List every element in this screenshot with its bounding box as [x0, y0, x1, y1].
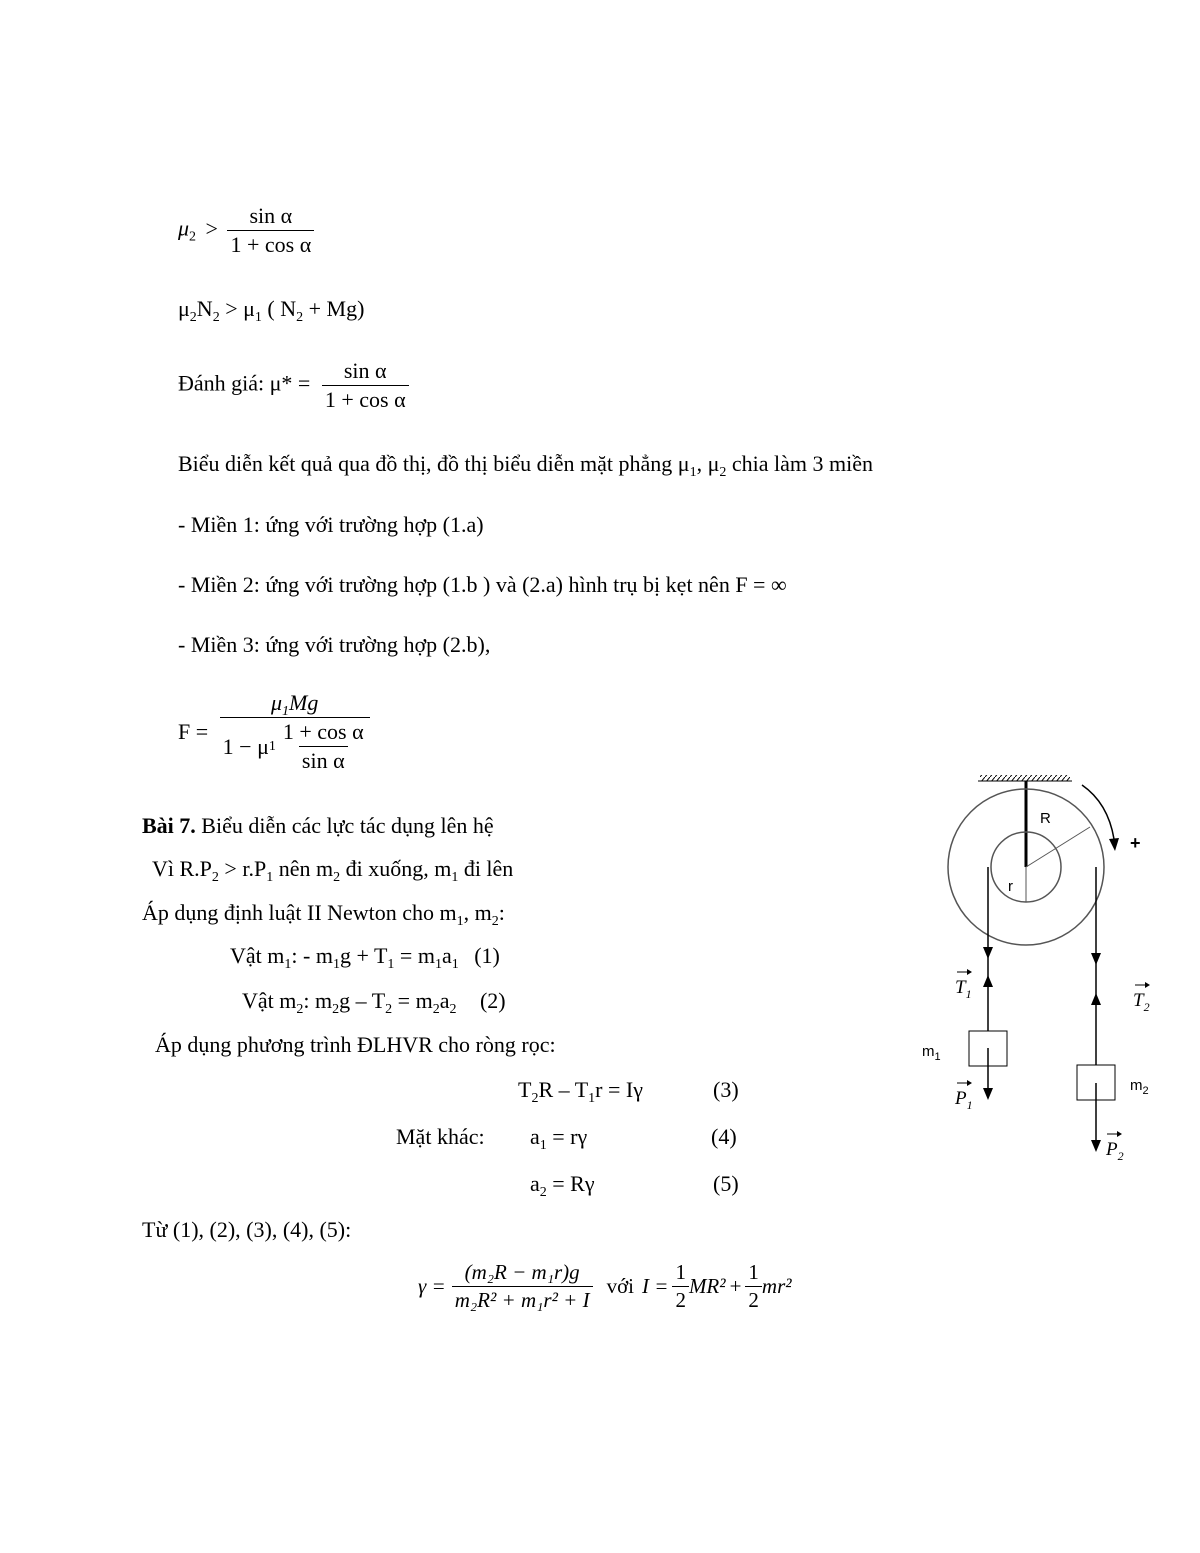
rotation-arrow	[1082, 785, 1114, 839]
bai7-newton-line: Áp dụng định luật II Newton cho $m_1$, $m_2$:	[142, 900, 505, 929]
fraction: $\frac{\text{sin α}}{\text{1 + cos α}}$	[227, 205, 314, 256]
svg-text:T2: $T_2$	[1133, 990, 1150, 1014]
rotation-arrow-head	[1109, 838, 1119, 851]
mu2-symbol: μ	[178, 215, 190, 241]
svg-text:P1: $P_1$	[955, 1088, 973, 1112]
region-2: - Miền 2: ứng với trường hợp (1.b ) và (2.a) hình trụ bị kẹt nên F = ∞	[178, 572, 787, 597]
eq-mu2-condition: $\mu_2$ > $\frac{\text{sin α}}{\text{1 + cos α}}$	[178, 205, 314, 256]
arrow-left-down	[983, 947, 993, 959]
bai7-dlhvr: Áp dụng phương trình ĐLHVR cho ròng rọc:	[155, 1032, 556, 1057]
arrow-P1-down	[983, 1088, 993, 1100]
bai7-eq4: $a_1 = r\gamma$	[530, 1124, 588, 1153]
label-P1	[954, 1080, 973, 1112]
bai7-eq1: Vật $m_1$: - $m_1g + T_1 = m_1a_1$ (1)	[230, 943, 500, 972]
label-plus: +	[1130, 833, 1141, 853]
label-m2: $m_2$	[1130, 1077, 1149, 1097]
bai7-eq5: $a_2 = R\gamma$	[530, 1171, 595, 1200]
label-T1	[955, 969, 972, 1001]
eq-force: F = $\mu_1Mg$ 1 − μ 1 $\frac{\text{1 + cos α}}{\text{sin α}}$	[178, 692, 370, 772]
eq5-number: (5)	[713, 1171, 739, 1196]
label-m1: $m_1$	[922, 1043, 941, 1063]
region-1: - Miền 1: ứng với trường hợp (1.a)	[178, 512, 484, 537]
eq3-number: (3)	[713, 1077, 739, 1102]
label-T2	[1133, 982, 1150, 1014]
bai7-eq4-label: Mặt khác:	[396, 1124, 485, 1149]
pulley-diagram	[910, 765, 1170, 1185]
arrow-P2-down	[1091, 1140, 1101, 1152]
label-r: r	[1008, 878, 1013, 895]
eq4-number: (4)	[711, 1124, 737, 1149]
region-3: - Miền 3: ứng với trường hợp (2.b),	[178, 632, 491, 657]
graph-sentence: Biểu diễn kết quả qua đồ thị, đồ thị biểu diễn mặt phẳng $\mu_1$, $\mu_2$ chia làm 3 miền	[178, 451, 874, 480]
arrow-T1-up	[983, 975, 993, 987]
svg-text:T1: $T_1$	[955, 977, 972, 1001]
label-R: R	[1040, 810, 1051, 827]
label-P2	[1105, 1131, 1124, 1163]
bai7-eq2: Vật $m_2$: $m_2g - T_2 = m_2a_2$ (2)	[242, 988, 506, 1017]
bai7-from-line: Từ (1), (2), (3), (4), (5):	[142, 1217, 352, 1242]
line-mu2-n2: $\mu_2N_2 > \mu_1$ ( $N_2 + Mg$)	[178, 296, 365, 325]
bai7-since-line: Vì $R.P_2 > r.P_1$ nên $m_2$ đi xuống, $m_1$ đi lên	[152, 856, 514, 885]
ceiling-hatch	[980, 775, 1070, 781]
bai7-title: Bài 7. Biểu diễn các lực tác dụng lên hệ	[142, 813, 494, 838]
eq-evaluate: Đánh giá: μ* = $\frac{\text{sin α}}{\text{1 + cos α}}$	[178, 360, 409, 411]
arrow-right-down	[1091, 953, 1101, 965]
svg-text:P2: $P_2$	[1106, 1139, 1124, 1163]
arrow-T2-up	[1091, 993, 1101, 1005]
eq-gamma: γ = $\frac{\text{(m₂R − m₁r)g}}{\text{m₂R² + m₁r² + I}}$ với I = $\frac{1}{2}$ MR² + $\frac{1}{2}$ mr²	[418, 1260, 792, 1312]
bai7-eq3: $T_2R - T_1r = I\gamma$	[518, 1077, 643, 1106]
greater-sign: >	[205, 215, 218, 241]
